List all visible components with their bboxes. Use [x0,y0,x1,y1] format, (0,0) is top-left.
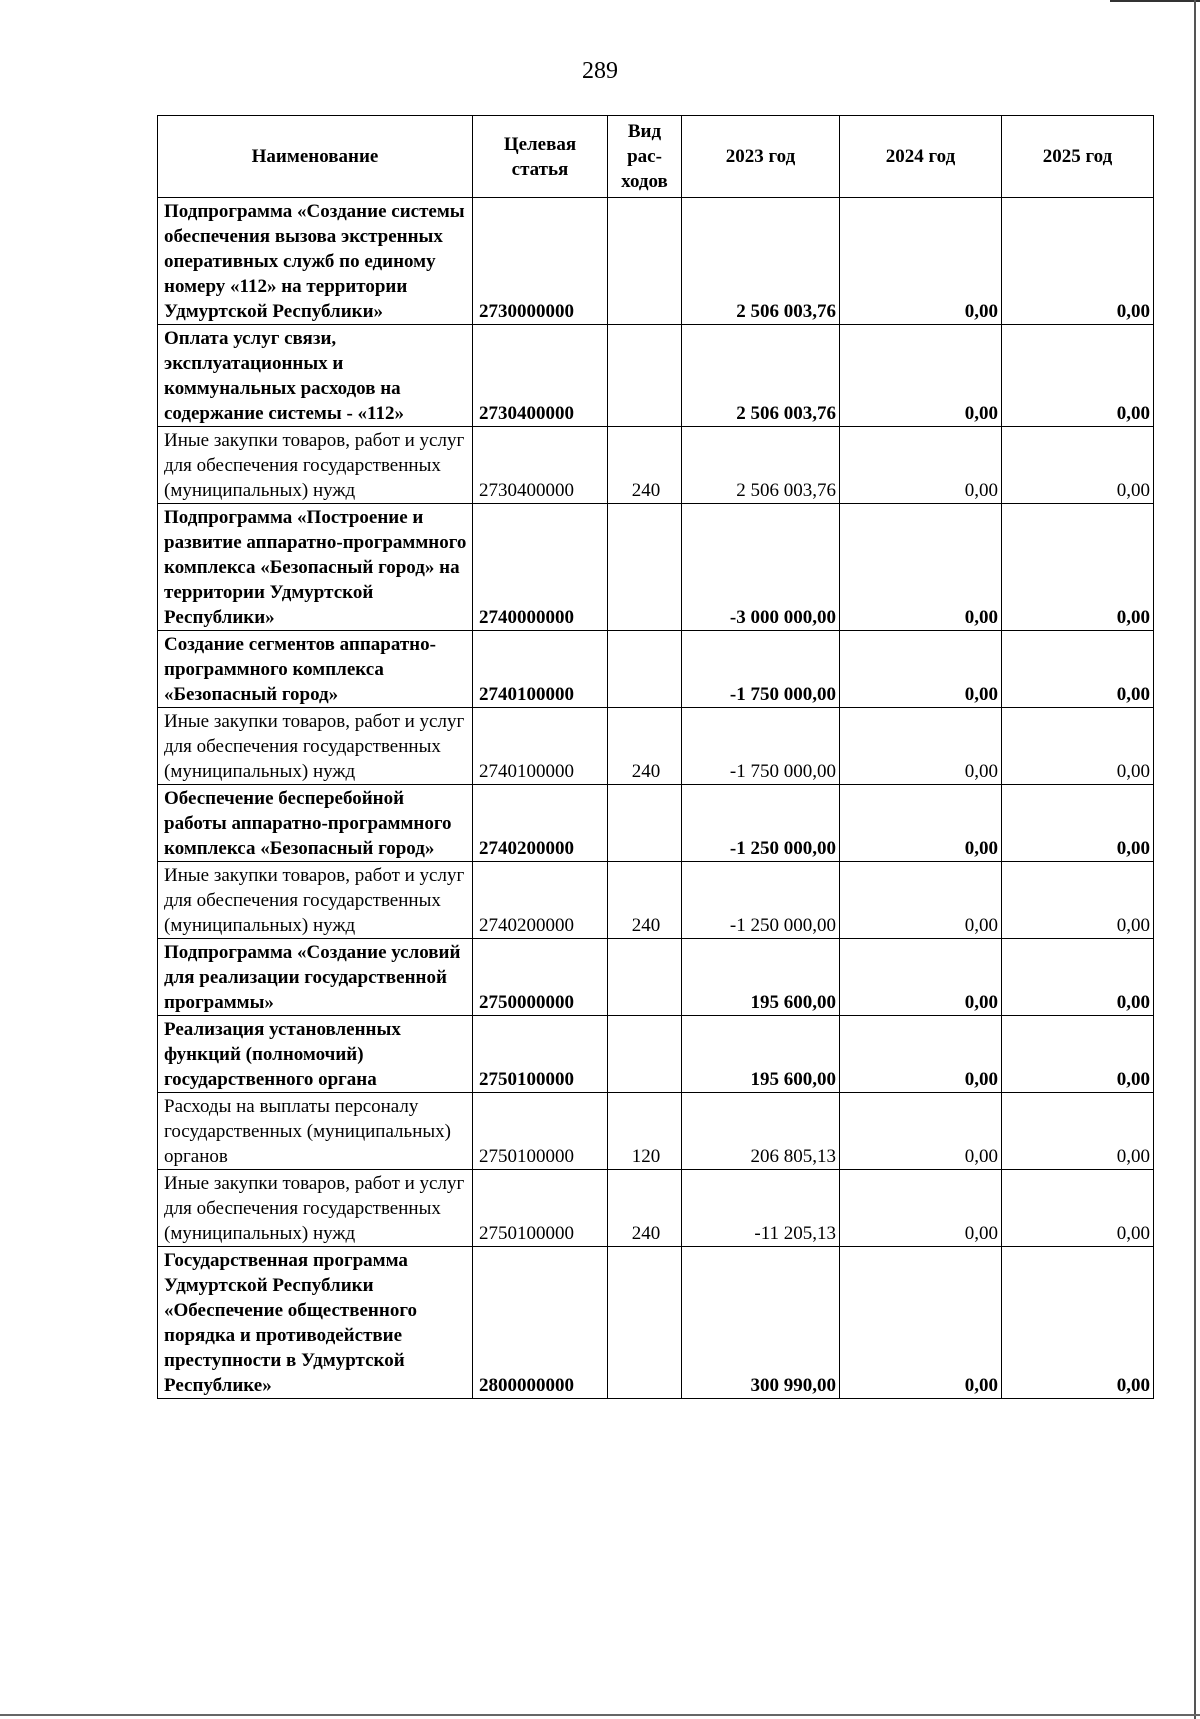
row-2024: 0,00 [840,504,1002,631]
row-2023: -1 250 000,00 [682,862,840,939]
row-2023: 195 600,00 [682,1016,840,1093]
row-2023: 2 506 003,76 [682,325,840,427]
row-2023: 195 600,00 [682,939,840,1016]
table-row [158,198,1154,325]
row-code: 2740100000 [473,708,608,785]
header-2023: 2023 год [682,116,840,198]
row-name: Подпрограмма «Создание системы обеспечения вызова экстренных оперативных служб по единому номеру «112» на территории Удмуртской Республики» [158,198,473,325]
row-2025: 0,00 [1002,939,1154,1016]
table-row [158,1247,1154,1399]
row-2023: 206 805,13 [682,1093,840,1170]
row-2024: 0,00 [840,1170,1002,1247]
row-code: 2730400000 [473,427,608,504]
header-code [473,116,608,198]
row-name: Подпрограмма «Создание условий для реализации государственной программы» [158,939,473,1016]
row-type [608,325,682,427]
table-header-row [158,116,1154,198]
row-2025: 0,00 [1002,1016,1154,1093]
table-row [158,708,1154,785]
row-2025: 0,00 [1002,1170,1154,1247]
row-code: 2750100000 [473,1093,608,1170]
row-2023: 300 990,00 [682,1247,840,1399]
row-2024: 0,00 [840,708,1002,785]
row-name: Иные закупки товаров, работ и услуг для обеспечения государственных (муниципальных) нужд [158,862,473,939]
table-row [158,1016,1154,1093]
header-type-label: Вид рас- ходов [621,121,668,192]
row-name: Иные закупки товаров, работ и услуг для обеспечения государственных (муниципальных) нужд [158,1170,473,1247]
scan-corner-mark [1110,0,1200,2]
row-code: 2800000000 [473,1247,608,1399]
row-2024: 0,00 [840,427,1002,504]
row-name: Реализация установленных функций (полномочий) государственного органа [158,1016,473,1093]
row-2024: 0,00 [840,939,1002,1016]
row-type: 240 [608,427,682,504]
row-name: Обеспечение бесперебойной работы аппаратно-программного комплекса «Безопасный город» [158,785,473,862]
table-row [158,785,1154,862]
row-2024: 0,00 [840,862,1002,939]
row-2024: 0,00 [840,1016,1002,1093]
scan-bottom-line [0,1714,1200,1716]
row-code: 2740200000 [473,862,608,939]
row-2024: 0,00 [840,325,1002,427]
table-row [158,862,1154,939]
row-2025: 0,00 [1002,785,1154,862]
page-number: 289 [582,58,618,84]
scan-edge-line [1194,0,1196,1719]
row-2023: -11 205,13 [682,1170,840,1247]
row-type [608,1247,682,1399]
row-2025: 0,00 [1002,631,1154,708]
header-name: Наименование [158,116,473,198]
row-2025: 0,00 [1002,862,1154,939]
row-code: 2740000000 [473,504,608,631]
row-code: 2750000000 [473,939,608,1016]
table-row [158,631,1154,708]
row-type: 240 [608,862,682,939]
row-2024: 0,00 [840,785,1002,862]
row-type [608,198,682,325]
row-2025: 0,00 [1002,325,1154,427]
header-type [608,116,682,198]
row-2023: -1 750 000,00 [682,631,840,708]
table-row [158,325,1154,427]
row-name: Иные закупки товаров, работ и услуг для обеспечения государственных (муниципальных) нужд [158,427,473,504]
row-2023: -3 000 000,00 [682,504,840,631]
row-2024: 0,00 [840,198,1002,325]
row-type [608,504,682,631]
row-type: 240 [608,708,682,785]
row-2025: 0,00 [1002,1247,1154,1399]
row-2023: -1 250 000,00 [682,785,840,862]
row-name: Расходы на выплаты персоналу государственных (муниципальных) органов [158,1093,473,1170]
row-2023: 2 506 003,76 [682,198,840,325]
header-2024: 2024 год [840,116,1002,198]
row-2025: 0,00 [1002,198,1154,325]
row-2025: 0,00 [1002,427,1154,504]
row-2024: 0,00 [840,631,1002,708]
row-name: Государственная программа Удмуртской Республики «Обеспечение общественного порядка и противодействие преступности в Удмуртской Республике» [158,1247,473,1399]
row-name: Оплата услуг связи, эксплуатационных и коммунальных расходов на содержание системы - «112» [158,325,473,427]
row-code: 2730000000 [473,198,608,325]
row-code: 2750100000 [473,1016,608,1093]
row-type: 120 [608,1093,682,1170]
row-type [608,631,682,708]
row-2025: 0,00 [1002,1093,1154,1170]
table-row [158,1093,1154,1170]
row-type: 240 [608,1170,682,1247]
row-name: Подпрограмма «Построение и развитие аппаратно-программного комплекса «Безопасный город» на территории Удмуртской Республики» [158,504,473,631]
header-code-label: Целевая статья [503,133,577,180]
table-row [158,1170,1154,1247]
budget-table [157,115,1154,1399]
row-2023: -1 750 000,00 [682,708,840,785]
row-type [608,1016,682,1093]
row-code: 2750100000 [473,1170,608,1247]
row-code: 2740200000 [473,785,608,862]
row-2024: 0,00 [840,1093,1002,1170]
row-type [608,785,682,862]
table-row [158,504,1154,631]
header-2025: 2025 год [1002,116,1154,198]
row-2024: 0,00 [840,1247,1002,1399]
row-2025: 0,00 [1002,504,1154,631]
row-code: 2730400000 [473,325,608,427]
row-type [608,939,682,1016]
table-row [158,939,1154,1016]
row-name: Создание сегментов аппаратно-программного комплекса «Безопасный город» [158,631,473,708]
table-row [158,427,1154,504]
row-2023: 2 506 003,76 [682,427,840,504]
row-code: 2740100000 [473,631,608,708]
row-name: Иные закупки товаров, работ и услуг для обеспечения государственных (муниципальных) нужд [158,708,473,785]
row-2025: 0,00 [1002,708,1154,785]
